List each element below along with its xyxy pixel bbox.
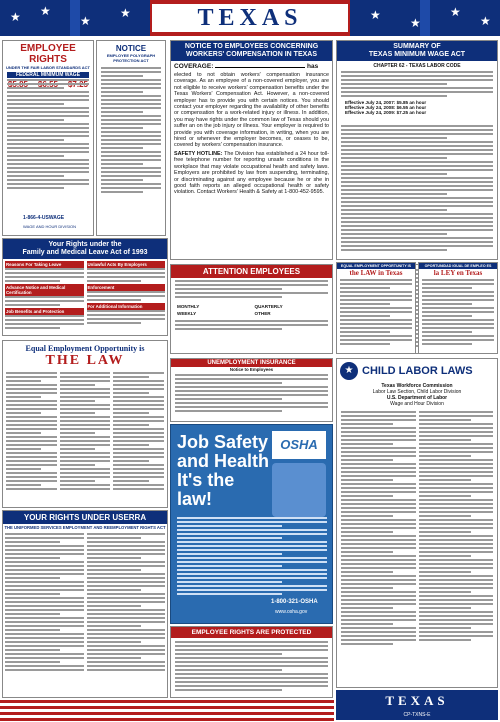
child-labor-line1: Texas Workforce Commission: [381, 383, 453, 389]
footer-brand: TEXAS: [385, 693, 449, 708]
workers-comp-body: elected to not obtain workers' compensation insurance coverage. As an employee of a non-covered employer, you are not eligible to receive workers' compensation benefits under the Texas Workers' Compensation Act. However, a non-covered employer has to provide you with certain notices. You should contact your employer regarding the availability of other benefits or compensation for a work-related injury or illness. In addition, you may have rights under the common law of Texas should you suffer an on the job injury or illness. Your employer is required to provide you with coverage information, in writing, when you are hired or whenever the employer becomes, or ceases to be, covered by workers' compensation insurance.: [174, 72, 329, 149]
eeo-spanish-body: [419, 277, 497, 349]
attention-panel: [170, 264, 333, 354]
footer-brand-panel: [336, 690, 498, 720]
child-labor-header: [337, 359, 497, 383]
poster-title: TEXAS: [150, 2, 350, 34]
child-labor-line3: U.S. Department of Labor: [386, 395, 448, 401]
child-labor-line4: Wage and Hour Division: [390, 401, 444, 407]
attention-body: [171, 278, 332, 302]
userra-col-2: [87, 533, 166, 673]
rights-protected-panel: [170, 626, 333, 698]
unemployment-title: UNEMPLOYMENT INSURANCE: [171, 359, 332, 367]
flsa-panel: [2, 40, 94, 236]
rate-2009: Effective July 24, 2009: $7.25 an hour: [345, 110, 427, 115]
rate-2008: Effective July 24, 2008: $6.55 an hour: [345, 105, 427, 110]
min-wage-panel: [336, 40, 498, 260]
eeo-texas-panel: [336, 262, 416, 354]
flsa-body-text: [7, 79, 89, 207]
coverage-row: [171, 61, 332, 72]
eeo-texas-body: [337, 277, 415, 349]
flsa-agency: WAGE AND HOUR DIVISION: [23, 224, 76, 229]
payday-other: OTHER: [254, 311, 271, 316]
safety-hotline-label: SAFETY HOTLINE:: [174, 150, 223, 157]
min-wage-chapter: CHAPTER 62 - TEXAS LABOR CODE: [373, 63, 461, 69]
flsa-wage-title: FEDERAL MINIMUM WAGE: [7, 72, 89, 78]
child-labor-panel: [336, 358, 498, 688]
child-labor-columns: [337, 407, 497, 651]
eeo-spanish-big: la LEY en Texas: [433, 269, 483, 277]
child-labor-title: CHILD LABOR LAWS: [362, 365, 473, 377]
eeo-col-1: [6, 372, 57, 492]
flsa-subtitle: UNDER THE FAIR LABOR STANDARDS ACT: [6, 65, 90, 70]
star-icon: ★: [480, 14, 491, 28]
eeo-col-3: [113, 372, 164, 492]
child-labor-col-2: [419, 411, 494, 647]
fmla-col-left: [5, 261, 84, 331]
safety-hotline-text: The Division has established a 24 hour toll-free telephone number for reporting unsafe conditions in the workplace that may violate occupational health and safety laws. Employers are prohibited by law from suspending, terminating, or discriminating against any employee because he or she in good faith reports an alleged occupational health or safety violation. Contact Workers' Health & Safety at 1-800-452-9595.: [174, 150, 329, 196]
payday-quarterly: QUARTERLY: [254, 304, 283, 309]
min-wage-intro: [337, 71, 497, 97]
userra-panel: [2, 510, 168, 698]
min-wage-title-line2: TEXAS MINIMUM WAGE ACT: [368, 51, 466, 58]
polygraph-subtitle: EMPLOYEE POLYGRAPH PROTECTION ACT: [106, 53, 156, 63]
eeo-panel: [2, 340, 168, 508]
coverage-label: COVERAGE:: [174, 63, 214, 70]
userra-col-1: [5, 533, 84, 673]
fmla-head-info: For Additional Information: [87, 303, 166, 310]
footer-code: CP-TXNS-E: [403, 712, 431, 718]
fmla-head-benefits: Job Benefits and Protection: [5, 308, 84, 315]
osha-panel: [170, 424, 333, 624]
min-wage-title-line1: SUMMARY OF: [393, 43, 441, 50]
star-icon: ★: [370, 8, 381, 22]
star-icon: ★: [450, 5, 461, 19]
fmla-title: [3, 239, 167, 259]
fmla-head-reasons: Reasons For Taking Leave: [5, 261, 84, 268]
fmla-panel: [2, 238, 168, 336]
eeo-texas-big: the LAW in Texas: [349, 269, 403, 277]
coverage-suffix: has: [307, 63, 319, 70]
child-labor-col-1: [341, 411, 416, 647]
eeo-columns: [3, 369, 167, 495]
unemployment-body: [171, 372, 332, 416]
footer-stripe: [0, 700, 334, 722]
payday-monthly: MONTHLY: [177, 304, 200, 309]
workers-comp-title-line1: NOTICE TO EMPLOYEES CONCERNING: [184, 43, 319, 50]
osha-headline: Job Safety and Health It's the law!: [177, 432, 270, 509]
min-wage-rates: [337, 99, 497, 116]
eeo-big: THE LAW: [45, 353, 125, 368]
star-icon: ★: [120, 6, 131, 20]
osha-logo: OSHA: [272, 431, 326, 459]
fmla-columns: [3, 259, 167, 333]
flsa-title: EMPLOYEE RIGHTS: [20, 43, 76, 65]
eeo-spanish-panel: [418, 262, 498, 354]
flsa-phone: 1-866-4-USWAGE: [23, 215, 65, 221]
userra-subtitle: THE UNIFORMED SERVICES EMPLOYMENT AND REEMPLOYMENT RIGHTS ACT: [4, 525, 166, 530]
fmla-col-right: [87, 261, 166, 331]
workers-comp-panel: [170, 40, 333, 260]
workers-comp-title-line2: WORKERS' COMPENSATION IN TEXAS: [185, 51, 318, 58]
star-icon: ★: [40, 4, 51, 18]
texas-seal-icon: ★: [340, 362, 358, 380]
payday-weekly: WEEKLY: [177, 311, 197, 316]
attention-paydays: [171, 302, 332, 318]
userra-columns: [3, 531, 167, 675]
fmla-head-notice: Advance Notice and Medical Certification: [5, 284, 84, 296]
star-icon: ★: [410, 16, 421, 30]
osha-body: [177, 517, 327, 597]
unemployment-subtitle: Notice to Employees: [229, 367, 274, 372]
workers-comp-title: [171, 41, 332, 61]
min-wage-title: [337, 41, 497, 61]
eeo-title: Equal Employment Opportunity is: [25, 344, 145, 353]
star-icon: ★: [80, 14, 91, 28]
fmla-title-line2: Family and Medical Leave Act of 1993: [22, 249, 148, 256]
child-labor-line2: Labor Law Section, Child Labor Division: [372, 389, 462, 395]
rights-protected-body: [171, 638, 332, 696]
eeo-texas-title: EQUAL EMPLOYMENT OPPORTUNITY IS: [337, 263, 415, 269]
rights-protected-title: EMPLOYEE RIGHTS ARE PROTECTED: [171, 627, 332, 638]
attention-title: ATTENTION EMPLOYEES: [171, 265, 332, 278]
polygraph-title: NOTICE: [115, 44, 147, 53]
fmla-head-enforcement: Enforcement: [87, 284, 166, 291]
osha-phone: 1-800-321-OSHA: [271, 599, 318, 605]
fmla-title-line1: Your Rights under the: [48, 241, 122, 248]
eeo-col-2: [60, 372, 111, 492]
osha-web: www.osha.gov: [275, 609, 308, 615]
eeo-spanish-title: OPORTUNIDAD IGUAL DE EMPLEO ES: [419, 263, 497, 269]
poster-header: [0, 0, 500, 36]
child-labor-agency: [337, 383, 497, 407]
polygraph-body-text: [101, 67, 161, 195]
attention-footer: [171, 318, 332, 334]
star-icon: ★: [10, 10, 21, 24]
unemployment-panel: [170, 358, 333, 422]
worker-photo: [272, 463, 326, 517]
min-wage-body: [341, 125, 493, 253]
fmla-head-unlawful: Unlawful Acts By Employers: [87, 261, 166, 268]
rate-2007: Effective July 24, 2007: $5.85 an hour: [345, 100, 427, 105]
safety-hotline: [171, 149, 332, 198]
polygraph-panel: [96, 40, 166, 236]
userra-title: YOUR RIGHTS UNDER USERRA: [3, 511, 167, 524]
